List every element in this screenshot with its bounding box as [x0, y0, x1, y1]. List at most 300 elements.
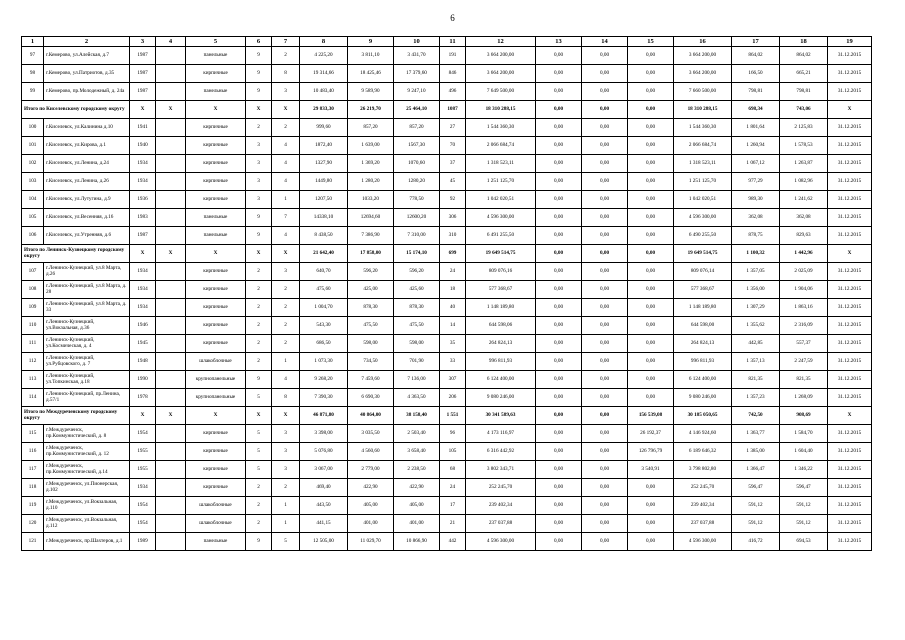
header-cell: 12: [466, 37, 536, 47]
table-cell: 4: [272, 227, 300, 245]
table-cell: [156, 191, 186, 209]
table-cell: 0,00: [582, 497, 628, 515]
table-cell: 1987: [130, 65, 156, 83]
table-cell: 0,00: [536, 191, 582, 209]
table-cell: 40: [440, 299, 466, 317]
table-cell: 35: [440, 335, 466, 353]
table-cell: 1: [272, 353, 300, 371]
header-cell: 4: [156, 37, 186, 47]
table-cell: 1 604,40: [780, 443, 828, 461]
table-cell: 7 390,30: [300, 389, 348, 407]
table-cell: 2 066 684,74: [466, 137, 536, 155]
table-cell: 307: [440, 371, 466, 389]
table-cell: 416,72: [732, 533, 780, 551]
table-cell: 31.12.2015: [828, 353, 872, 371]
address-cell: г.Киселевск, ул.Ленина, д.24: [44, 155, 130, 173]
table-cell: 0,00: [628, 353, 674, 371]
table-cell: 9: [246, 227, 272, 245]
table-cell: 19 649 514,75: [674, 245, 732, 263]
address-cell: г.Кемерово, ул.Патриотов, д.35: [44, 65, 130, 83]
table-cell: 1940: [130, 137, 156, 155]
table-row: [22, 461, 872, 479]
table-cell: 694,53: [780, 533, 828, 551]
table-cell: 0,00: [582, 533, 628, 551]
table-cell: 101: [22, 137, 44, 155]
table-cell: 1 251 125,70: [466, 173, 536, 191]
table-cell: 496: [440, 83, 466, 101]
table-cell: 2: [246, 515, 272, 533]
table-cell: 4 173 116,97: [466, 425, 536, 443]
table-cell: 598,00: [394, 335, 440, 353]
table-cell: 0,00: [628, 101, 674, 119]
table-cell: 239 402,34: [674, 497, 732, 515]
table-cell: 475,60: [300, 281, 348, 299]
table-cell: 821,35: [732, 371, 780, 389]
table-cell: 7 136,00: [394, 371, 440, 389]
table-cell: кирпичные: [186, 173, 246, 191]
table-cell: 1 366,47: [732, 461, 780, 479]
table-cell: панельные: [186, 533, 246, 551]
table-cell: 0,00: [536, 515, 582, 533]
table-cell: X: [272, 407, 300, 425]
table-cell: 0,00: [582, 281, 628, 299]
table-cell: 3: [272, 461, 300, 479]
table-cell: X: [130, 101, 156, 119]
table-cell: 40 864,00: [348, 407, 394, 425]
table-cell: 1449,80: [300, 173, 348, 191]
table-cell: 0,00: [536, 461, 582, 479]
table-cell: 9: [246, 209, 272, 227]
table-row: [22, 371, 872, 389]
table-cell: 1934: [130, 299, 156, 317]
table-cell: 4 225,20: [300, 47, 348, 65]
table-cell: 2 025,09: [780, 263, 828, 281]
table-cell: 3 798 802,80: [674, 461, 732, 479]
table-row: [22, 425, 872, 443]
table-cell: 3: [246, 173, 272, 191]
table-cell: [156, 137, 186, 155]
address-cell: г.Ленинск-Кузнецкий, ул.Космическая, д. 4: [44, 335, 130, 353]
table-cell: [156, 65, 186, 83]
table-cell: 878,30: [348, 299, 394, 317]
table-cell: 4: [272, 371, 300, 389]
table-cell: 14338,10: [300, 209, 348, 227]
table-cell: кирпичные: [186, 137, 246, 155]
table-cell: 821,35: [780, 371, 828, 389]
table-cell: 31.12.2015: [828, 299, 872, 317]
total-label: Итого по Ленинск-Кузнецкому городскому округу: [22, 245, 130, 263]
table-cell: 31.12.2015: [828, 515, 872, 533]
table-cell: 640,70: [300, 263, 348, 281]
table-cell: 18 310 288,15: [674, 101, 732, 119]
table-cell: 3 802 343,71: [466, 461, 536, 479]
table-row: [22, 227, 872, 245]
table-cell: X: [828, 245, 872, 263]
table-cell: 1990: [130, 371, 156, 389]
table-cell: 577 368,67: [466, 281, 536, 299]
table-cell: 31.12.2015: [828, 119, 872, 137]
table-cell: 2: [246, 335, 272, 353]
table-cell: 644 598,00: [674, 317, 732, 335]
table-cell: 0,00: [536, 425, 582, 443]
table-cell: 31.12.2015: [828, 173, 872, 191]
table-cell: 0,00: [582, 173, 628, 191]
address-cell: г.Междуреченск, ул.Вокзальная, д.110: [44, 497, 130, 515]
table-cell: 31.12.2015: [828, 263, 872, 281]
table-cell: 0,00: [628, 317, 674, 335]
table-cell: 4 560,60: [348, 443, 394, 461]
table-cell: 31.12.2015: [828, 47, 872, 65]
table-row: [22, 281, 872, 299]
table-cell: 3 398,00: [300, 425, 348, 443]
table-cell: 3: [246, 191, 272, 209]
table-cell: 3 431,70: [394, 47, 440, 65]
table-cell: 8: [272, 65, 300, 83]
table-cell: 109: [22, 299, 44, 317]
table-cell: 1033,20: [348, 191, 394, 209]
table-cell: 699: [440, 245, 466, 263]
table-cell: X: [246, 245, 272, 263]
table-cell: 0,00: [582, 65, 628, 83]
table-row: [22, 443, 872, 461]
table-cell: 1 863,16: [780, 299, 828, 317]
table-cell: 4 596 300,00: [674, 209, 732, 227]
table-cell: 103: [22, 173, 44, 191]
table-cell: 475,50: [394, 317, 440, 335]
table-cell: 0,00: [536, 101, 582, 119]
table-cell: 29 833,30: [300, 101, 348, 119]
table-cell: [156, 461, 186, 479]
table-cell: 1280,20: [394, 173, 440, 191]
table-body: [22, 47, 872, 551]
address-cell: г.Ленинск-Кузнецкий, ул.8 Марта, д. 28: [44, 281, 130, 299]
table-cell: 26 192,37: [628, 425, 674, 443]
table-cell: 18 310 288,15: [466, 101, 536, 119]
table-cell: 1983: [130, 209, 156, 227]
table-cell: 0,00: [536, 443, 582, 461]
header-cell: 11: [440, 37, 466, 47]
table-cell: 17 858,00: [348, 245, 394, 263]
table-cell: X: [246, 407, 272, 425]
table-cell: 977,29: [732, 173, 780, 191]
table-cell: 31.12.2015: [828, 443, 872, 461]
table-cell: 734,50: [348, 353, 394, 371]
table-cell: 798,81: [780, 83, 828, 101]
table-cell: [156, 173, 186, 191]
table-cell: 68: [440, 461, 466, 479]
table-cell: X: [186, 245, 246, 263]
table-cell: 105: [22, 209, 44, 227]
table-cell: 0,00: [628, 263, 674, 281]
table-cell: 2: [246, 353, 272, 371]
table-row: [22, 515, 872, 533]
table-cell: 12 505,00: [300, 533, 348, 551]
table-cell: [156, 209, 186, 227]
table-cell: 7: [272, 209, 300, 227]
table-cell: 2: [272, 299, 300, 317]
table-cell: 1 004,70: [300, 299, 348, 317]
table-cell: 0,00: [628, 389, 674, 407]
table-cell: 1 073,30: [300, 353, 348, 371]
table-cell: 126 796,79: [628, 443, 674, 461]
table-cell: 0,00: [628, 497, 674, 515]
table-row: [22, 47, 872, 65]
table-cell: 829,63: [780, 227, 828, 245]
table-cell: 0,00: [536, 263, 582, 281]
table-cell: 2: [246, 497, 272, 515]
table-cell: X: [828, 407, 872, 425]
table-cell: 5 076,80: [300, 443, 348, 461]
table-cell: 166,50: [732, 65, 780, 83]
table-cell: 989,30: [732, 191, 780, 209]
table-cell: 45: [440, 173, 466, 191]
table-cell: 1987: [130, 83, 156, 101]
table-cell: 596,47: [732, 479, 780, 497]
table-cell: 0,00: [628, 515, 674, 533]
table-cell: 9 268,20: [300, 371, 348, 389]
table-cell: 31.12.2015: [828, 425, 872, 443]
table-cell: 106: [22, 227, 44, 245]
header-cell: 14: [582, 37, 628, 47]
table-cell: 0,00: [628, 479, 674, 497]
table-cell: 2: [272, 317, 300, 335]
table-row: [22, 65, 872, 83]
header-cell: 13: [536, 37, 582, 47]
table-cell: кирпичные: [186, 461, 246, 479]
table-cell: 4: [272, 155, 300, 173]
table-cell: 1 442,96: [780, 245, 828, 263]
table-cell: 0,00: [536, 83, 582, 101]
table-cell: 3 811,10: [348, 47, 394, 65]
table-cell: [156, 515, 186, 533]
data-table: [21, 36, 872, 551]
table-cell: 10 483,40: [300, 83, 348, 101]
table-cell: 2: [272, 479, 300, 497]
table-cell: 1954: [130, 497, 156, 515]
table-cell: кирпичные: [186, 263, 246, 281]
table-cell: 9: [246, 83, 272, 101]
table-cell: 27: [440, 119, 466, 137]
table-cell: 97: [22, 47, 44, 65]
table-cell: кирпичные: [186, 443, 246, 461]
table-cell: 0,00: [582, 263, 628, 281]
table-cell: 25 464,10: [394, 101, 440, 119]
address-cell: г.Междуреченск, пр.Коммунистический, д. 12: [44, 443, 130, 461]
table-cell: 362,08: [780, 209, 828, 227]
table-cell: 0,00: [628, 47, 674, 65]
address-cell: г.Междуреченск, пр.Коммунистический, д.14: [44, 461, 130, 479]
table-cell: 0,00: [536, 317, 582, 335]
table-cell: 17 379,60: [394, 65, 440, 83]
table-cell: 31.12.2015: [828, 335, 872, 353]
table-cell: 1567,30: [394, 137, 440, 155]
table-cell: 4 596 300,00: [466, 533, 536, 551]
table-cell: панельные: [186, 47, 246, 65]
table-cell: 31.12.2015: [828, 209, 872, 227]
table-cell: X: [272, 101, 300, 119]
table-cell: [156, 317, 186, 335]
header-cell: 9: [348, 37, 394, 47]
table-cell: кирпичные: [186, 335, 246, 353]
total-row: [22, 101, 872, 119]
table-cell: крупнопанельные: [186, 389, 246, 407]
table-cell: 1 363,77: [732, 425, 780, 443]
table-cell: 4 596 300,00: [674, 533, 732, 551]
total-row: [22, 245, 872, 263]
address-cell: г.Ленинск-Кузнецкий, ул.8 Марта, д.26: [44, 263, 130, 281]
table-cell: 100: [22, 119, 44, 137]
table-cell: 6 124 400,00: [674, 371, 732, 389]
table-cell: 3 664 200,00: [466, 65, 536, 83]
table-cell: 469,40: [300, 479, 348, 497]
table-cell: 4 596 300,00: [466, 209, 536, 227]
table-cell: 0,00: [628, 281, 674, 299]
table-cell: 9: [246, 533, 272, 551]
table-cell: 1 357,13: [732, 353, 780, 371]
table-cell: 0,00: [628, 335, 674, 353]
table-cell: X: [156, 245, 186, 263]
table-cell: 2 503,40: [394, 425, 440, 443]
table-cell: 3: [272, 263, 300, 281]
table-cell: 0,00: [582, 119, 628, 137]
table-cell: 701,90: [394, 353, 440, 371]
table-cell: 1 082,96: [780, 173, 828, 191]
table-cell: 18 425,46: [348, 65, 394, 83]
table-cell: 3 658,40: [394, 443, 440, 461]
page-number: 6: [450, 13, 455, 23]
table-cell: 239 402,34: [466, 497, 536, 515]
table-cell: 3: [246, 155, 272, 173]
address-cell: г.Ленинск-Кузнецкий, ул.Топкинская, д.18: [44, 371, 130, 389]
table-cell: 1207,50: [300, 191, 348, 209]
table-cell: 1989: [130, 533, 156, 551]
table-cell: 9: [246, 65, 272, 83]
table-cell: 118: [22, 479, 44, 497]
table-row: [22, 335, 872, 353]
table-cell: 116: [22, 443, 44, 461]
table-cell: 0,00: [628, 65, 674, 83]
table-cell: 0,00: [536, 47, 582, 65]
table-cell: панельные: [186, 209, 246, 227]
address-cell: г.Киселевск, ул.Утренняя, д.6: [44, 227, 130, 245]
table-cell: 4 146 924,60: [674, 425, 732, 443]
table-cell: 115: [22, 425, 44, 443]
table-row: [22, 263, 872, 281]
table-cell: 0,00: [582, 299, 628, 317]
table-cell: 12694,60: [348, 209, 394, 227]
table-cell: 442,85: [732, 335, 780, 353]
table-cell: 252 245,70: [466, 479, 536, 497]
table-cell: 401,00: [394, 515, 440, 533]
table-cell: 30 185 050,65: [674, 407, 732, 425]
table-cell: 591,12: [780, 515, 828, 533]
table-cell: шлакоблочные: [186, 353, 246, 371]
table-cell: 0,00: [582, 155, 628, 173]
table-cell: [156, 353, 186, 371]
table-cell: 1 551: [440, 407, 466, 425]
table-cell: кирпичные: [186, 479, 246, 497]
table-cell: 24: [440, 479, 466, 497]
table-cell: 1 251 125,70: [674, 173, 732, 191]
table-cell: 0,00: [582, 317, 628, 335]
table-row: [22, 317, 872, 335]
table-cell: 996 811,93: [466, 353, 536, 371]
table-cell: 2: [272, 119, 300, 137]
table-cell: 0,00: [582, 209, 628, 227]
table-cell: 9 080 246,00: [466, 389, 536, 407]
table-cell: 908,69: [780, 407, 828, 425]
address-cell: г.Междуреченск, пр.Коммунистический, д. 8: [44, 425, 130, 443]
table-row: [22, 173, 872, 191]
table-row: [22, 119, 872, 137]
table-cell: 1 385,00: [732, 443, 780, 461]
table-cell: 0,00: [582, 371, 628, 389]
table-cell: 475,50: [348, 317, 394, 335]
table-cell: 2 125,83: [780, 119, 828, 137]
header-cell: 7: [272, 37, 300, 47]
table-cell: 778,50: [394, 191, 440, 209]
table-cell: 8 438,50: [300, 227, 348, 245]
table-cell: 809 076,14: [674, 263, 732, 281]
table-cell: 2: [272, 281, 300, 299]
table-cell: 31.12.2015: [828, 461, 872, 479]
table-cell: 1 318 523,11: [466, 155, 536, 173]
table-cell: 0,00: [628, 83, 674, 101]
table-cell: 0,00: [628, 155, 674, 173]
table-cell: 864,02: [732, 47, 780, 65]
table-cell: 405,00: [394, 497, 440, 515]
table-cell: 117: [22, 461, 44, 479]
table-cell: 70: [440, 137, 466, 155]
table-cell: 405,00: [348, 497, 394, 515]
table-cell: 1934: [130, 281, 156, 299]
table-cell: 121: [22, 533, 44, 551]
table-cell: 1 801,64: [732, 119, 780, 137]
table-cell: 7 660 500,00: [674, 83, 732, 101]
table-cell: 31.12.2015: [828, 281, 872, 299]
table-cell: 10 866,90: [394, 533, 440, 551]
table-cell: 1955: [130, 443, 156, 461]
table-cell: 846: [440, 65, 466, 83]
header-cell: 2: [44, 37, 130, 47]
table-cell: 401,00: [348, 515, 394, 533]
table-cell: 1 268,09: [780, 389, 828, 407]
table-cell: 0,00: [536, 407, 582, 425]
total-label: Итого по Киселевскому городскому округу: [22, 101, 130, 119]
table-row: [22, 533, 872, 551]
header-cell: 5: [186, 37, 246, 47]
table-cell: 0,00: [582, 389, 628, 407]
table-cell: 33: [440, 353, 466, 371]
table-cell: 591,12: [780, 497, 828, 515]
table-cell: 0,00: [536, 155, 582, 173]
table-cell: 0,00: [582, 479, 628, 497]
table-cell: 31.12.2015: [828, 533, 872, 551]
table-cell: 31.12.2015: [828, 155, 872, 173]
table-cell: 543,30: [300, 317, 348, 335]
table-cell: 111: [22, 335, 44, 353]
table-cell: панельные: [186, 227, 246, 245]
table-cell: 17: [440, 497, 466, 515]
table-cell: 1 100,32: [732, 245, 780, 263]
table-cell: 252 245,70: [674, 479, 732, 497]
table-row: [22, 353, 872, 371]
table-cell: 857,20: [394, 119, 440, 137]
table-row: [22, 209, 872, 227]
table-cell: 864,02: [780, 47, 828, 65]
table-cell: 7 386,90: [348, 227, 394, 245]
table-cell: 0,00: [582, 137, 628, 155]
